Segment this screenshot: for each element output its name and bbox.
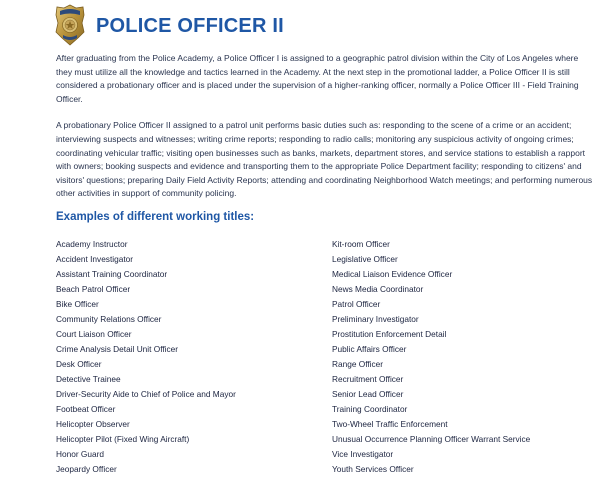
list-item: Helicopter Observer bbox=[56, 419, 130, 429]
list-item: Public Affairs Officer bbox=[332, 344, 407, 354]
page-title: POLICE OFFICER II bbox=[96, 14, 284, 37]
page-header bbox=[54, 4, 284, 46]
list-item: Vice Investigator bbox=[332, 449, 394, 459]
list-item: Jeopardy Officer bbox=[56, 464, 117, 474]
list-item: Beach Patrol Officer bbox=[56, 284, 131, 294]
list-item: Honor Guard bbox=[56, 449, 104, 459]
list-item: News Media Coordinator bbox=[332, 284, 424, 294]
list-item: Unusual Occurrence Planning Officer Warrant Service bbox=[332, 434, 531, 444]
list-item: Detective Trainee bbox=[56, 374, 121, 384]
list-item: Training Coordinator bbox=[332, 404, 408, 414]
list-item: Helicopter Pilot (Fixed Wing Aircraft) bbox=[56, 434, 190, 444]
list-item: Bike Officer bbox=[56, 299, 99, 309]
list-item: Kit-room Officer bbox=[332, 239, 390, 249]
list-item: Academy Instructor bbox=[56, 239, 128, 249]
list-item: Accident Investigator bbox=[56, 254, 134, 264]
titles-list-right bbox=[332, 237, 594, 477]
list-item: Patrol Officer bbox=[332, 299, 381, 309]
list-item: Preliminary Investigator bbox=[332, 314, 419, 324]
police-badge-icon bbox=[54, 4, 86, 46]
list-item: Recruitment Officer bbox=[332, 374, 404, 384]
list-item: Assistant Training Coordinator bbox=[56, 269, 168, 279]
list-item: Desk Officer bbox=[56, 359, 102, 369]
description-section bbox=[56, 52, 594, 223]
examples-heading: Examples of different working titles: bbox=[56, 210, 255, 223]
titles-list-left bbox=[56, 237, 332, 477]
duties-paragraph: A probationary Police Officer II assigned to a patrol unit performs basic duties such as: responding to the scene of a crime or an accident; interviewing suspects and witnesses; writing crime reports; responding to radio calls; monitoring any suspicious activity of ongoing crimes; coordinating vehicular traffic; visiting open businesses such as banks, markets, department stores, and service stations to establish a rapport with owners; booking suspects and evidence and transporting them to the appropriate Police Department facility; responding to citizens' and visitors' questions; preparing Daily Field Activity Reports; attending and coordinating Neighborhood Watch meetings; and performing numerous other activities in support of community policing. bbox=[56, 120, 593, 199]
list-item: Two-Wheel Traffic Enforcement bbox=[332, 419, 448, 429]
list-item: Range Officer bbox=[332, 359, 384, 369]
list-item: Prostitution Enforcement Detail bbox=[332, 329, 447, 339]
list-item: Legislative Officer bbox=[332, 254, 398, 264]
list-item: Medical Liaison Evidence Officer bbox=[332, 269, 453, 279]
intro-paragraph: After graduating from the Police Academy, a Police Officer I is assigned to a geographic patrol division within the City of Los Angeles where they must utilize all the knowledge and tactics learned in the Academy. At the next step in the promotional ladder, a Police Officer II is still considered a probationary officer and is placed under the supervision of a higher-ranking officer, normally a Police Officer III - Field Training Officer. bbox=[56, 53, 579, 104]
list-item: Senior Lead Officer bbox=[332, 389, 404, 399]
list-item: Crime Analysis Detail Unit Officer bbox=[56, 344, 179, 354]
list-item: Youth Services Officer bbox=[332, 464, 414, 474]
list-item: Community Relations Officer bbox=[56, 314, 162, 324]
list-item: Court Liaison Officer bbox=[56, 329, 132, 339]
working-titles-lists bbox=[56, 237, 594, 477]
list-item: Driver-Security Aide to Chief of Police and Mayor bbox=[56, 389, 236, 399]
list-item: Footbeat Officer bbox=[56, 404, 116, 414]
